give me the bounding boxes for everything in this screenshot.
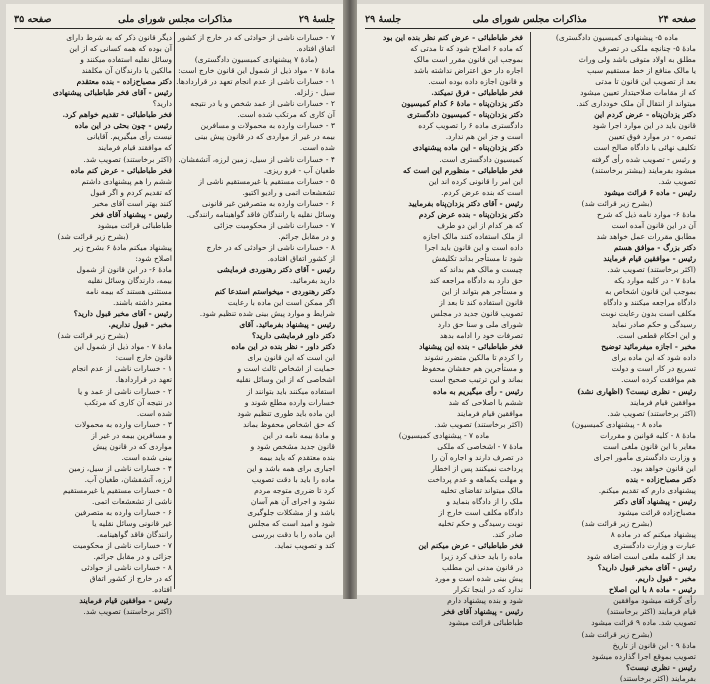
text-line: استفاده میکنند باید بتوانند از [246,386,335,396]
text-line: ۱ - خسارات ناشی از عدم انجام تعهد در قراردادها. [176,77,335,87]
text-line: پیش بینی شده است و مورد [434,574,523,584]
text-line: از کشور اتفاق افتاده. [267,253,335,263]
text-line: فخر طباطبائی - منظورم این است که [403,165,523,175]
text-line: مخبر - قبول نداریم. [108,320,172,330]
text-line: ماده را باید حذف کرد زیرا [441,552,523,562]
text-line: که موافقند قیام فرمایند [97,143,172,153]
text-line: بماند و این ترتیب صحیح است [429,375,523,385]
session-label: جلسهٔ ۲۹ [365,13,402,25]
text-line: مخبر - اجازه میفرمائید توضیح [601,342,696,352]
text-line: دکتر یزدان‌پناه - کمیسیون دادگستری [407,110,523,120]
text-line: مالک میتواند تقاضای تخلیه [440,485,523,495]
text-line: پیشنهادی دارم که تقدیم میکنم. [598,485,696,495]
text-line: دکتر یزدان‌پناه - مادهٔ ۶ کدام کمیسیون [401,99,523,109]
text-line: ۲ - خسارات ناشی از عمد و یا [77,386,172,396]
text-line: و مستأجر هم بتواند از این [441,287,523,297]
text-line: این امر را قانونی کرده اند این [428,176,523,186]
text-line: مواردی که در قانون پیش [92,441,172,451]
text-line: مادهٔ ۹ - این قانون از تاریخ [612,640,696,650]
text-line: دکتر داور - نظر بنده در این ماده [231,342,335,352]
text-line: کرد تا ضرری متوجه مردم [254,485,335,495]
text-line: وسائل نقلیه یا رانندگان فاقد گواهینامه رانندگی. [186,209,335,219]
text-line: آن بوده که همه کسانی که از این [69,44,172,54]
text-line: مادهٔ ۷ - اشخاصی که ملکی [437,441,523,451]
page-header [14,10,335,29]
text-line: بموجب این قانون مقرر است مالک [413,55,523,65]
text-line: ۷ - خسارات ناشی از محکومیت [72,541,172,551]
text-line: معتبر داشته باشند. [112,298,172,308]
text-line: صادر کند. [492,530,523,540]
text-line: نیست رأی میگیریم. آقایانی [86,132,172,142]
text-line: ششم با اصلاحی که شد [448,397,523,407]
page-number: صفحه ۳۵ [14,13,52,25]
text-line: بیمه، دارندگان وسائل نقلیه [87,276,172,286]
text-line: کمیسیون دادگستری است. [439,154,523,164]
text-line: ناشی از تشعشعات اتمی. [92,496,172,506]
text-line: (بشرح زیر قرائت شد) [57,231,129,241]
text-line: رئیس - آقای دکتر رهنوردی فرمایشی [217,264,335,274]
text-line: فخر طباطبائی - فرق نمیکند. [431,88,523,98]
text-line: رئیس - آقای مخبر قبول دارید؟ [73,309,172,319]
text-line: و وزارت دادگستری مأمور اجرای [593,452,696,462]
text-line: دیگر قانون ذکر که به شرط دارای [66,33,172,42]
text-line: داده شود که این ماده برای [611,353,696,363]
text-line: رئیس - ماده ۸ با این اصلاح [608,585,696,595]
text-line: که ماده ۶ اصلاح شود که تا مدتی که [410,44,523,54]
text-line: این قانون خواهد بود. [630,463,696,473]
text-line: رئیس - موافقین قیام فرمایند [603,253,696,263]
text-line: میتواند از انتقال آن ملک خودداری کند. [576,99,696,109]
book-gutter [343,0,357,599]
text-line: دکتر بزرگ - موافق هستم [613,242,696,252]
text-line: دادگستری ماده ۶ را تصویب کرده [418,121,523,131]
text-line: نوبت رسیدگی و حکم تخلیه [437,519,523,529]
text-line: فخر طباطبائی - تقدیم خواهم کرد. [62,110,172,120]
text-line: تعهد در قراردادها. [115,375,172,385]
text-line: قانون جدید مشخص شود و [250,441,335,451]
text-line: رئیس - رأی میگیریم به ماده [433,386,523,396]
text-line: و رئیس - تصویب شده رأی گرفته [591,154,696,164]
text-line: شود و بنده پیشنهاد دارم [447,596,523,606]
text-line: ۷ - خسارات ناشی از محکومیت جزائی [213,220,335,230]
text-line: اتفاق افتاده. [296,44,335,54]
text-line: فخر طباطبائی - عرض میکنم این [418,541,523,551]
text-line: دکتر یزدان‌پناه - عرض کردم این [594,110,696,120]
text-line: پیشنهاد میکنم که در ماده ۸ [610,530,696,540]
text-line: ملک را از دادگاه بنماید و [446,496,523,506]
text-line: شورای ملی و سنا حق دارد [437,320,523,330]
text-line: بیمه در غیر از مواردی که در قانون پیش بینی [194,132,335,142]
text-line: رئیس - نظری نیست؟ (اظهاری نشد) [577,386,696,396]
text-line: (بشرح زیر قرائت شد) [581,519,653,529]
text-line: سیل - زلزله. [294,88,335,98]
text-line: رئیس - آقای مخبر قبول دارید؟ [597,563,696,573]
text-line: (اکثر برخاستند) تصویب شد. [83,607,172,617]
text-line: ندارد که در اینجا تکرار [453,585,523,595]
text-line: پرداخت نمیکنند پس از اخطار [431,463,523,473]
text-line: ۴ - خسارات ناشی از سیل، زمین [68,463,172,473]
text-line: تصویب شد. ماده ۹ قرائت میشود [591,618,696,628]
text-line: مادهٔ ۶- در این قانون از شمول [76,264,172,274]
text-line: مکلف است بدون رعایت نوبت [600,309,696,319]
text-line: (اکثر برخاستند) تصویب شد. [434,419,523,429]
text-line: رئیس - پیشنهاد بفرمائید. آقای [239,320,335,330]
text-line: ۳ - خسارات وارده به محمولات [74,419,172,429]
text-line: نشود و اجرای آن هم آسان [250,496,335,506]
text-line: (اکثر برخاستند) تصویب شد. [607,408,696,418]
text-column-left [14,32,172,617]
text-line: رانندگان فاقد گواهینامه. [96,530,172,540]
text-line: کند و تصویب نماید. [274,541,335,551]
text-line: بعد از کلمه ملغی است اضافه شود [586,552,696,562]
text-line: طغیان آب - فرو ریزی. [263,165,335,175]
text-line: و قانون اجازه داده بوده است. [428,77,523,87]
text-line: این ماده را با دقت بررسی [251,530,335,540]
text-line: داده است و این قانون باید اجرا [424,242,523,252]
text-line: لرزه، آتشفشان، طغیان آب. [84,474,172,484]
text-line: میشود بفرمایند (بیشتر برخاستند) [591,165,696,175]
text-line: که هر کدام از این دو طرف [437,220,523,230]
text-line: این ماده باید طوری تنظیم شود [237,408,335,418]
text-line: دادگاه مکلف است خارج از [438,508,523,518]
text-line: در تصرف دارند و اجاره آن را [431,452,523,462]
text-line: شده است. [136,408,172,418]
text-line: اجباری برای همه باشد و این [246,463,335,473]
text-line: ماده ۵- پیشنهادی کمیسیون دادگستری) [555,33,679,42]
text-line: از ملک استفاده کنند مالک اجازه [423,231,523,241]
text-line: جزائی و در مقابل جرائم. [93,552,172,562]
text-line: (بشرح زیر قرائت شد) [57,331,129,341]
text-line: اشخاصی که از این وسائل نقلیه [235,375,335,385]
text-line: رئیس - چون بحثی در این ماده [74,121,172,131]
text-line: و این احکام قطعی است. [616,331,696,341]
text-line: ۸ - خسارات ناشی از حوادثی که در خارج [206,242,335,252]
text-line: ۵ - خسارات مستقیم یا غیرمستقیم ناشی از [198,176,335,186]
text-line: قیام فرمایند (اکثر برخاستند) [606,607,696,617]
text-line: رئیس - آقای فخر طباطبائی پیشنهادی [52,88,172,98]
text-line: دکتر یزدان‌پناه - این ماده پیشنهادی [412,143,523,153]
text-column-left [365,32,523,628]
text-line: آن در این قانون آمده است [611,220,696,230]
text-line: هم موافقت کرده است. [621,375,696,385]
text-line: تصویب شد. [658,176,696,186]
text-line: ماده را باید با دقت تصویب [251,474,335,484]
text-line: دکتر رهنوردی - میخواستم استدعا کنم [214,287,335,297]
text-line: شود و امید است که مجلس [248,519,335,529]
text-line: شود تا مستأجر بداند تکلیفش [431,253,523,263]
text-line: شرایط و موارد پیش بینی شده تنظیم شود. [199,309,335,319]
text-line: ۷ - خسارات ناشی از حوادثی که در خارج از کشور [177,33,335,42]
text-line: ۳ - خسارات وارده به محمولات و مسافرین [200,121,335,131]
text-line: دادگاه مراجعه میکنند و دادگاه [603,298,696,308]
text-line: که در خارج از کشور اتفاق [89,574,172,584]
text-line: تکلیف نهائی با دادگاه صالح است [593,143,696,153]
text-line: تصویب بموقع اجرا گذارده میشود [591,651,696,661]
text-line: تشعشعات اتمی و رادیو اکتیو. [242,187,335,197]
text-line: ۱ - خسارات ناشی از عدم انجام [71,364,172,374]
text-line: مصباح‌زاده قرائت میشود [617,508,696,518]
text-line: کنند بهتر است آقای مخبر [92,198,172,208]
text-line: رئیس - ماده ۶ قرائت میشود [604,187,696,197]
text-line: آن کاری که مرتکب شده است. [237,110,335,120]
text-line: خسارات وارده مطلع شوند و [244,397,335,407]
text-line: بفرمایند (اکثر برخاستند) [619,673,696,683]
text-line: ماده ۸ - پیشنهادی کمیسیون) [571,419,663,429]
text-line: طباطبائی قرائت میشود [97,220,172,230]
text-line: که حق اشخاص محفوظ بماند [243,419,335,429]
text-line: (اکثر برخاستند) تصویب شد. [607,264,696,274]
text-line: دکتر مصباح‌زاده - بنده معتقدم [76,77,172,87]
text-line: غیر قانونی وسائل نقلیه یا [92,519,172,529]
text-line: پیشنهاد میکنم مادهٔ ۶ بشرح زیر [73,242,172,252]
text-line: ۵ - خسارات مستقیم یا غیرمستقیم [63,485,172,495]
text-line: مادهٔ ۷ - مواد ذیل از شمول این قانون خارج است: [178,66,335,76]
text-line: فخر طباطبائی - عرض کنم نظر بنده این بود [383,33,523,42]
text-line: دارید؟ [152,99,172,109]
text-line: طباطبائی قرائت میشود [448,618,523,628]
text-line: مادهٔ ۶- موارد نامه ذیل که شرح [597,209,696,219]
text-line: قانون خارج است: [115,353,172,363]
text-line: موافقین قیام فرمایند [629,397,696,407]
text-column-right [538,32,696,683]
text-line: تصرفات خود را ادامه بدهد [439,331,523,341]
text-line: فخر طباطبائی - بنده این پیشنهاد [419,342,523,352]
text-column-right [177,32,335,589]
text-line: دکتر مصباح‌زاده - بنده [625,474,696,484]
running-title: مذاکرات مجلس شورای ملی [472,13,587,25]
text-line: دکتر یزدان‌پناه - بنده عرض کردم [418,209,523,219]
session-label: جلسهٔ ۲۹ [298,13,335,25]
text-line: بعد از تصویب این قانون تا مدتی [595,77,696,87]
text-line: رأی گرفته میشود موافقین [613,596,696,606]
text-line: ۸ - خسارات ناشی از حوادثی [81,563,172,573]
text-line: باشد و از مشکلات جلوگیری [247,508,335,518]
text-line: افتاده. [151,585,172,595]
text-line: مستثنی هستند که بیمه نامه [85,287,172,297]
text-line: که تقدیم کردم و اگر قبول [90,187,172,197]
text-line: ۴ - خسارات ناشی از سیل، زمین لرزه، آتشفشان. [178,154,335,164]
text-line: تسریع در کار است و دولت [611,364,696,374]
text-line: (مادهٔ ۷ پیشنهادی کمیسیون دادگستری) [194,55,318,65]
text-line: و مستأجرین هم حقشان محفوظ [421,364,523,374]
text-line: رئیس - پیشنهاد آقای دکتر [614,496,696,506]
text-line: را کردم تا مالکین متضرر نشوند [424,353,523,363]
text-line: رئیس - موافقین قیام فرمایند [79,596,172,606]
text-line: در نتیجه آن کاری که مرتکب [84,397,172,407]
text-line: مطابق مقررات عمل خواهد شد [596,231,696,241]
text-line: رئیس - آقای دکتر یزدان‌پناه بفرمایید [408,198,523,208]
text-line: و مهلت یکماهه و عدم پرداخت [427,474,523,484]
text-line: بنده معتقدم که باید بیمه [259,452,335,462]
text-line: مخبر - قبول داریم. [635,574,696,584]
text-line: اجاره دار حق اعتراض نداشته باشد [413,66,523,76]
text-line: تبصره - در موارد فوق تعیین [608,132,696,142]
text-line: مادهٔ ۸ - کلیه قوانین و مقررات [600,430,696,440]
text-line: ۶ - خسارات وارده به متصرفین غیر قانونی [202,198,335,208]
text-line: دکتر داور فرمایشی دارید؟ [252,331,335,341]
text-line: موافقین قیام فرمایند [456,408,523,418]
column-divider [530,32,531,589]
text-line: این است که این قانون برای [247,353,335,363]
text-line: وسائل نقلیه استفاده میکنند و [80,55,172,65]
text-line: رئیس - پیشنهاد آقای فخر [91,209,172,219]
text-line: و در مقابل جرائم. [278,231,335,241]
page-35 [6,4,343,617]
text-line: ۲ - خسارات ناشی از عمد شخص و یا در نتیجه [190,99,335,109]
text-line: ۶ - خسارات وارده به متصرفین [74,508,172,518]
text-line: رسیدگی و حکم صادر نماید [611,320,696,330]
text-line: و مسافرین بیمه در غیر از [91,430,172,440]
text-line: تصویب قانون جدید در مجلس [430,309,523,319]
text-line: حمایت از اشخاص ثالث است و [237,364,335,374]
text-line: (اکثر برخاستند) تصویب شد. [83,154,172,164]
text-line: مغایر با این قانون ملغی است [603,441,696,451]
text-line: مادهٔ ۷ - مواد ذیل از شمول این [73,342,172,352]
text-line: عبارت و وزارت دادگستری [613,541,696,551]
text-line: رئیس - نظری نیست؟ [626,662,696,672]
text-line: بینی شده است. [121,452,172,462]
text-line: که از مقامات صلاحیتدار تعیین میشود [580,88,696,98]
text-line: ماده ۷ - پیشنهادی کمیسیون) [398,430,490,440]
text-line: ششم را هم پیشنهادی داشتم [81,176,172,186]
text-line: قانون باید در این موارد اجرا شود [592,121,696,131]
text-line: بموجب این قانون اشخاص به [605,287,696,297]
text-line: شده است. [299,143,335,153]
text-line: (بشرح زیر قرائت شد) [581,198,653,208]
text-line: رئیس - پیشنهاد آقای فخر [442,607,523,617]
text-line: (بشرح زیر قرائت شد) [581,629,653,639]
running-title: مذاکرات مجلس شورای ملی [118,13,233,25]
text-line: است و جز این هم ندارد. [445,132,523,142]
text-line: چیست و مالک هم بداند که [439,264,523,274]
text-line: فخر طباطبائی - عرض کنم ماده [70,165,172,175]
text-line: دارید بفرمائید. [289,276,335,286]
page-number: صفحه ۲۴ [658,13,696,25]
text-line: و مادهٔ بیمه نامه در این [263,430,335,440]
text-line: قانون استفاده کند تا بعد از [439,298,523,308]
page-24 [357,4,704,683]
text-line: مادهٔ ۷ - در کلیه موارد یکه [614,276,696,286]
text-line: مادهٔ ۵- چنانچه ملکی در تصرف [598,44,696,54]
column-divider [174,32,175,589]
text-line: است که بنده عرض کردم. [441,187,523,197]
text-line: در قانون مدنی این مطلب [441,563,523,573]
text-line: مالکین یا دارندگان آن مکلفند [81,66,172,76]
text-line: اگر ممکن است این ماده با رعایت [227,298,335,308]
text-line: مطلق به اولاد متوفی باشد ولی وراث [578,55,696,65]
text-line: حق دارد به دادگاه مراجعه کند [429,276,523,286]
page-header [365,10,696,29]
text-line: اصلاح شود: [135,253,172,263]
text-line: یا مالک منافع از خط مستقیم سبب [587,66,696,76]
